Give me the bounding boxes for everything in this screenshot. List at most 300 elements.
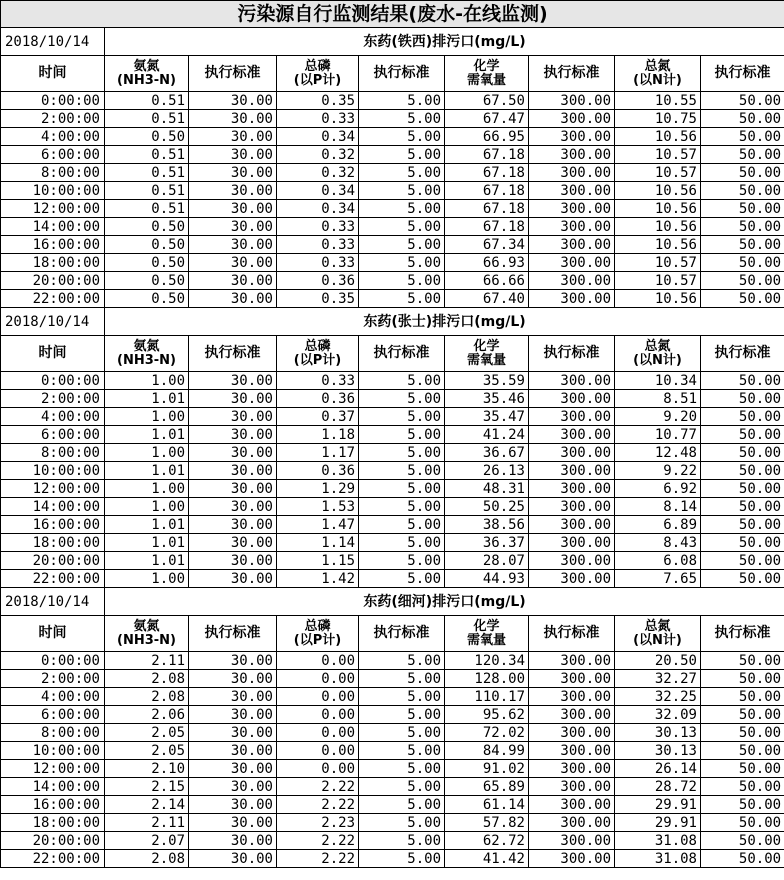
cell-nitrogen-standard: 50.00 (701, 670, 784, 688)
cell-cod-standard: 300.00 (529, 290, 615, 308)
column-header-time: 时间 (1, 336, 105, 372)
cell-phosphorus: 1.42 (277, 570, 359, 588)
section-station-title: 东药(张士)排污口(mg/L) (105, 308, 784, 336)
cell-ammonia: 0.51 (105, 110, 189, 128)
column-header-phosphorus-line2: (以P计) (293, 72, 342, 88)
cell-nitrogen: 20.50 (615, 652, 701, 670)
table-row (1, 652, 784, 670)
cell-nitrogen-standard: 50.00 (701, 516, 784, 534)
cell-ammonia: 2.08 (105, 670, 189, 688)
table-row (1, 272, 784, 290)
cell-ammonia-standard: 30.00 (189, 218, 277, 236)
cell-time: 4:00:00 (1, 408, 105, 426)
cell-ammonia-standard: 30.00 (189, 814, 277, 832)
cell-time: 6:00:00 (1, 146, 105, 164)
cell-nitrogen-standard: 50.00 (701, 742, 784, 760)
cell-ammonia-standard: 30.00 (189, 128, 277, 146)
cell-cod: 67.18 (445, 164, 529, 182)
cell-cod: 67.50 (445, 92, 529, 110)
column-header-time: 时间 (1, 616, 105, 652)
cell-cod: 36.37 (445, 534, 529, 552)
cell-ammonia-standard: 30.00 (189, 290, 277, 308)
cell-phosphorus: 0.35 (277, 92, 359, 110)
cell-cod: 67.47 (445, 110, 529, 128)
cell-cod-standard: 300.00 (529, 426, 615, 444)
column-header-phosphorus-line1: 总磷 (304, 338, 331, 354)
cell-phosphorus: 0.34 (277, 200, 359, 218)
cell-cod-standard: 300.00 (529, 706, 615, 724)
cell-cod: 28.07 (445, 552, 529, 570)
cell-phosphorus-standard: 5.00 (359, 254, 445, 272)
cell-cod: 48.31 (445, 480, 529, 498)
column-header-standard: 执行标准 (529, 616, 615, 652)
cell-ammonia: 2.06 (105, 706, 189, 724)
cell-ammonia-standard: 30.00 (189, 182, 277, 200)
cell-nitrogen: 29.91 (615, 814, 701, 832)
cell-cod-standard: 300.00 (529, 850, 615, 868)
cell-ammonia-standard: 30.00 (189, 724, 277, 742)
cell-phosphorus-standard: 5.00 (359, 372, 445, 390)
column-header-standard: 执行标准 (701, 336, 784, 372)
cell-nitrogen: 10.34 (615, 372, 701, 390)
cell-nitrogen: 26.14 (615, 760, 701, 778)
cell-nitrogen-standard: 50.00 (701, 272, 784, 290)
column-header-cod-line1: 化学 (473, 618, 500, 634)
section-date: 2018/10/14 (1, 308, 105, 336)
cell-ammonia-standard: 30.00 (189, 92, 277, 110)
cell-phosphorus-standard: 5.00 (359, 534, 445, 552)
cell-cod-standard: 300.00 (529, 814, 615, 832)
column-header-nitrogen-line1: 总氮 (644, 58, 671, 74)
cell-ammonia-standard: 30.00 (189, 534, 277, 552)
cell-time: 12:00:00 (1, 480, 105, 498)
table-row (1, 372, 784, 390)
column-header-nitrogen (615, 616, 701, 652)
table-row (1, 778, 784, 796)
cell-nitrogen-standard: 50.00 (701, 570, 784, 588)
cell-nitrogen: 8.51 (615, 390, 701, 408)
cell-ammonia-standard: 30.00 (189, 164, 277, 182)
cell-ammonia-standard: 30.00 (189, 390, 277, 408)
cell-phosphorus: 0.34 (277, 182, 359, 200)
table-row (1, 670, 784, 688)
cell-cod: 38.56 (445, 516, 529, 534)
cell-nitrogen: 10.57 (615, 164, 701, 182)
cell-cod-standard: 300.00 (529, 462, 615, 480)
cell-phosphorus-standard: 5.00 (359, 742, 445, 760)
cell-nitrogen-standard: 50.00 (701, 706, 784, 724)
table-row (1, 254, 784, 272)
cell-phosphorus: 2.23 (277, 814, 359, 832)
cell-phosphorus: 1.17 (277, 444, 359, 462)
cell-ammonia: 0.51 (105, 200, 189, 218)
cell-cod: 62.72 (445, 832, 529, 850)
cell-nitrogen: 6.89 (615, 516, 701, 534)
cell-time: 4:00:00 (1, 128, 105, 146)
cell-phosphorus-standard: 5.00 (359, 200, 445, 218)
cell-time: 10:00:00 (1, 462, 105, 480)
column-header-ammonia (105, 616, 189, 652)
cell-ammonia: 1.00 (105, 372, 189, 390)
table-row (1, 498, 784, 516)
section-date: 2018/10/14 (1, 28, 105, 56)
column-header-standard: 执行标准 (359, 56, 445, 92)
cell-time: 8:00:00 (1, 444, 105, 462)
cell-phosphorus: 0.33 (277, 254, 359, 272)
cell-ammonia: 1.00 (105, 444, 189, 462)
cell-ammonia-standard: 30.00 (189, 516, 277, 534)
cell-nitrogen-standard: 50.00 (701, 200, 784, 218)
cell-ammonia-standard: 30.00 (189, 200, 277, 218)
cell-cod-standard: 300.00 (529, 570, 615, 588)
cell-cod-standard: 300.00 (529, 110, 615, 128)
cell-phosphorus: 0.33 (277, 218, 359, 236)
cell-cod-standard: 300.00 (529, 218, 615, 236)
cell-ammonia: 0.50 (105, 128, 189, 146)
cell-cod-standard: 300.00 (529, 272, 615, 290)
cell-ammonia-standard: 30.00 (189, 778, 277, 796)
cell-ammonia: 0.50 (105, 290, 189, 308)
cell-ammonia-standard: 30.00 (189, 832, 277, 850)
cell-nitrogen-standard: 50.00 (701, 832, 784, 850)
column-header-standard: 执行标准 (359, 616, 445, 652)
cell-time: 20:00:00 (1, 552, 105, 570)
cell-nitrogen: 6.08 (615, 552, 701, 570)
cell-nitrogen: 28.72 (615, 778, 701, 796)
cell-cod: 120.34 (445, 652, 529, 670)
cell-phosphorus: 1.18 (277, 426, 359, 444)
page-title: 污染源自行监测结果(废水-在线监测) (1, 1, 784, 28)
column-header-phosphorus-line1: 总磷 (304, 58, 331, 74)
cell-nitrogen-standard: 50.00 (701, 372, 784, 390)
cell-cod: 84.99 (445, 742, 529, 760)
cell-phosphorus-standard: 5.00 (359, 462, 445, 480)
cell-nitrogen-standard: 50.00 (701, 182, 784, 200)
cell-cod: 35.59 (445, 372, 529, 390)
cell-nitrogen: 32.09 (615, 706, 701, 724)
cell-ammonia: 2.10 (105, 760, 189, 778)
cell-cod-standard: 300.00 (529, 652, 615, 670)
cell-ammonia-standard: 30.00 (189, 372, 277, 390)
cell-ammonia-standard: 30.00 (189, 706, 277, 724)
cell-nitrogen: 10.75 (615, 110, 701, 128)
cell-cod-standard: 300.00 (529, 724, 615, 742)
cell-ammonia-standard: 30.00 (189, 146, 277, 164)
column-header-standard: 执行标准 (189, 616, 277, 652)
cell-time: 12:00:00 (1, 200, 105, 218)
cell-nitrogen-standard: 50.00 (701, 760, 784, 778)
table-row (1, 814, 784, 832)
cell-ammonia: 0.51 (105, 146, 189, 164)
table-row (1, 742, 784, 760)
cell-cod-standard: 300.00 (529, 480, 615, 498)
cell-ammonia: 1.00 (105, 480, 189, 498)
cell-ammonia: 1.00 (105, 498, 189, 516)
column-header-standard: 执行标准 (529, 336, 615, 372)
cell-phosphorus-standard: 5.00 (359, 652, 445, 670)
cell-nitrogen: 9.22 (615, 462, 701, 480)
cell-ammonia-standard: 30.00 (189, 408, 277, 426)
cell-phosphorus: 0.33 (277, 110, 359, 128)
cell-phosphorus-standard: 5.00 (359, 760, 445, 778)
cell-time: 16:00:00 (1, 236, 105, 254)
cell-nitrogen-standard: 50.00 (701, 254, 784, 272)
cell-nitrogen: 6.92 (615, 480, 701, 498)
cell-time: 4:00:00 (1, 688, 105, 706)
column-header-cod (445, 616, 529, 652)
cell-ammonia-standard: 30.00 (189, 254, 277, 272)
cell-phosphorus-standard: 5.00 (359, 408, 445, 426)
cell-ammonia: 1.01 (105, 426, 189, 444)
cell-cod: 67.18 (445, 200, 529, 218)
column-header-ammonia-line1: 氨氮 (133, 618, 160, 634)
table-row (1, 164, 784, 182)
cell-phosphorus-standard: 5.00 (359, 552, 445, 570)
cell-time: 0:00:00 (1, 372, 105, 390)
cell-ammonia-standard: 30.00 (189, 110, 277, 128)
cell-nitrogen: 8.14 (615, 498, 701, 516)
section-station-title: 东药(细河)排污口(mg/L) (105, 588, 784, 616)
cell-nitrogen-standard: 50.00 (701, 408, 784, 426)
cell-ammonia-standard: 30.00 (189, 570, 277, 588)
cell-time: 16:00:00 (1, 516, 105, 534)
column-header-cod-line1: 化学 (473, 58, 500, 74)
cell-cod-standard: 300.00 (529, 688, 615, 706)
cell-time: 18:00:00 (1, 814, 105, 832)
cell-phosphorus: 0.33 (277, 236, 359, 254)
cell-ammonia: 1.00 (105, 408, 189, 426)
cell-cod-standard: 300.00 (529, 498, 615, 516)
cell-nitrogen-standard: 50.00 (701, 796, 784, 814)
cell-ammonia: 2.15 (105, 778, 189, 796)
cell-phosphorus-standard: 5.00 (359, 480, 445, 498)
table-row (1, 760, 784, 778)
cell-phosphorus: 0.36 (277, 462, 359, 480)
cell-nitrogen: 30.13 (615, 724, 701, 742)
cell-ammonia: 1.01 (105, 516, 189, 534)
cell-cod-standard: 300.00 (529, 390, 615, 408)
cell-time: 20:00:00 (1, 272, 105, 290)
cell-time: 16:00:00 (1, 796, 105, 814)
cell-cod-standard: 300.00 (529, 778, 615, 796)
cell-nitrogen-standard: 50.00 (701, 426, 784, 444)
column-header-row (1, 56, 784, 92)
cell-phosphorus-standard: 5.00 (359, 688, 445, 706)
cell-phosphorus-standard: 5.00 (359, 850, 445, 868)
cell-phosphorus: 0.00 (277, 670, 359, 688)
cell-phosphorus-standard: 5.00 (359, 706, 445, 724)
cell-cod-standard: 300.00 (529, 128, 615, 146)
cell-cod: 66.66 (445, 272, 529, 290)
column-header-standard: 执行标准 (359, 336, 445, 372)
cell-ammonia: 1.01 (105, 390, 189, 408)
table-row (1, 390, 784, 408)
cell-time: 14:00:00 (1, 218, 105, 236)
cell-nitrogen-standard: 50.00 (701, 462, 784, 480)
cell-phosphorus: 1.15 (277, 552, 359, 570)
cell-time: 8:00:00 (1, 164, 105, 182)
cell-phosphorus-standard: 5.00 (359, 290, 445, 308)
cell-cod: 44.93 (445, 570, 529, 588)
cell-ammonia: 0.50 (105, 272, 189, 290)
column-header-standard: 执行标准 (189, 336, 277, 372)
cell-nitrogen: 10.57 (615, 146, 701, 164)
cell-phosphorus: 2.22 (277, 850, 359, 868)
column-header-nitrogen-line1: 总氮 (644, 338, 671, 354)
cell-time: 6:00:00 (1, 706, 105, 724)
cell-ammonia: 2.08 (105, 850, 189, 868)
cell-phosphorus: 0.00 (277, 688, 359, 706)
cell-cod: 65.89 (445, 778, 529, 796)
cell-phosphorus: 0.35 (277, 290, 359, 308)
cell-ammonia: 2.08 (105, 688, 189, 706)
table-row (1, 146, 784, 164)
cell-cod-standard: 300.00 (529, 408, 615, 426)
cell-phosphorus-standard: 5.00 (359, 832, 445, 850)
cell-phosphorus: 1.29 (277, 480, 359, 498)
cell-phosphorus: 0.00 (277, 742, 359, 760)
column-header-phosphorus (277, 56, 359, 92)
cell-cod: 50.25 (445, 498, 529, 516)
cell-phosphorus-standard: 5.00 (359, 570, 445, 588)
column-header-ammonia-line1: 氨氮 (133, 58, 160, 74)
column-header-ammonia-line1: 氨氮 (133, 338, 160, 354)
table-row (1, 570, 784, 588)
cell-cod: 110.17 (445, 688, 529, 706)
cell-ammonia: 0.50 (105, 236, 189, 254)
cell-nitrogen: 10.55 (615, 92, 701, 110)
cell-nitrogen: 32.27 (615, 670, 701, 688)
column-header-nitrogen-line2: (以N计) (633, 72, 682, 88)
cell-cod-standard: 300.00 (529, 516, 615, 534)
cell-phosphorus-standard: 5.00 (359, 218, 445, 236)
cell-cod-standard: 300.00 (529, 92, 615, 110)
cell-cod: 57.82 (445, 814, 529, 832)
cell-nitrogen-standard: 50.00 (701, 688, 784, 706)
cell-phosphorus: 0.36 (277, 390, 359, 408)
cell-ammonia-standard: 30.00 (189, 850, 277, 868)
table-row (1, 552, 784, 570)
column-header-nitrogen-line1: 总氮 (644, 618, 671, 634)
cell-ammonia-standard: 30.00 (189, 444, 277, 462)
cell-nitrogen-standard: 50.00 (701, 444, 784, 462)
cell-nitrogen: 10.57 (615, 254, 701, 272)
cell-time: 10:00:00 (1, 182, 105, 200)
cell-phosphorus-standard: 5.00 (359, 778, 445, 796)
cell-phosphorus-standard: 5.00 (359, 272, 445, 290)
column-header-time: 时间 (1, 56, 105, 92)
cell-ammonia-standard: 30.00 (189, 652, 277, 670)
cell-cod: 35.47 (445, 408, 529, 426)
cell-phosphorus: 0.00 (277, 652, 359, 670)
table-row (1, 706, 784, 724)
cell-nitrogen-standard: 50.00 (701, 534, 784, 552)
cell-cod: 67.18 (445, 146, 529, 164)
cell-nitrogen-standard: 50.00 (701, 390, 784, 408)
cell-nitrogen: 10.56 (615, 218, 701, 236)
cell-phosphorus-standard: 5.00 (359, 182, 445, 200)
section-station-title: 东药(铁西)排污口(mg/L) (105, 28, 784, 56)
cell-ammonia: 1.01 (105, 552, 189, 570)
cell-ammonia: 0.50 (105, 254, 189, 272)
cell-time: 18:00:00 (1, 534, 105, 552)
cell-nitrogen: 10.56 (615, 290, 701, 308)
cell-ammonia-standard: 30.00 (189, 462, 277, 480)
cell-phosphorus: 2.22 (277, 832, 359, 850)
column-header-ammonia (105, 336, 189, 372)
cell-phosphorus-standard: 5.00 (359, 146, 445, 164)
cell-cod-standard: 300.00 (529, 372, 615, 390)
cell-nitrogen: 10.56 (615, 128, 701, 146)
column-header-nitrogen (615, 336, 701, 372)
cell-cod-standard: 300.00 (529, 444, 615, 462)
column-header-standard: 执行标准 (701, 616, 784, 652)
table-row (1, 236, 784, 254)
cell-cod-standard: 300.00 (529, 236, 615, 254)
cell-nitrogen-standard: 50.00 (701, 778, 784, 796)
table-row (1, 110, 784, 128)
cell-phosphorus: 0.37 (277, 408, 359, 426)
cell-cod: 61.14 (445, 796, 529, 814)
column-header-cod-line2: 需氧量 (466, 72, 506, 88)
cell-nitrogen-standard: 50.00 (701, 814, 784, 832)
cell-nitrogen: 9.20 (615, 408, 701, 426)
cell-nitrogen: 29.91 (615, 796, 701, 814)
table-row (1, 534, 784, 552)
cell-nitrogen-standard: 50.00 (701, 92, 784, 110)
table-row (1, 128, 784, 146)
cell-phosphorus-standard: 5.00 (359, 128, 445, 146)
cell-cod-standard: 300.00 (529, 832, 615, 850)
cell-ammonia: 1.01 (105, 462, 189, 480)
cell-cod: 66.95 (445, 128, 529, 146)
cell-phosphorus-standard: 5.00 (359, 110, 445, 128)
cell-phosphorus: 0.00 (277, 760, 359, 778)
cell-nitrogen-standard: 50.00 (701, 164, 784, 182)
table-row (1, 724, 784, 742)
table-row (1, 688, 784, 706)
cell-time: 14:00:00 (1, 498, 105, 516)
cell-cod-standard: 300.00 (529, 534, 615, 552)
cell-ammonia: 2.05 (105, 742, 189, 760)
cell-ammonia-standard: 30.00 (189, 742, 277, 760)
cell-time: 2:00:00 (1, 110, 105, 128)
table-row (1, 850, 784, 868)
table-row (1, 444, 784, 462)
cell-time: 0:00:00 (1, 652, 105, 670)
cell-ammonia-standard: 30.00 (189, 760, 277, 778)
cell-ammonia: 0.51 (105, 182, 189, 200)
cell-nitrogen-standard: 50.00 (701, 652, 784, 670)
cell-phosphorus: 1.47 (277, 516, 359, 534)
column-header-phosphorus-line2: (以P计) (293, 352, 342, 368)
table-row (1, 832, 784, 850)
cell-cod: 72.02 (445, 724, 529, 742)
cell-ammonia: 0.51 (105, 92, 189, 110)
column-header-phosphorus (277, 616, 359, 652)
cell-cod-standard: 300.00 (529, 182, 615, 200)
column-header-standard: 执行标准 (701, 56, 784, 92)
cell-cod-standard: 300.00 (529, 670, 615, 688)
cell-nitrogen-standard: 50.00 (701, 128, 784, 146)
column-header-phosphorus (277, 336, 359, 372)
cell-nitrogen-standard: 50.00 (701, 850, 784, 868)
column-header-nitrogen-line2: (以N计) (633, 352, 682, 368)
column-header-ammonia-line2: (NH3-N) (117, 352, 176, 368)
cell-nitrogen: 32.25 (615, 688, 701, 706)
cell-nitrogen: 10.77 (615, 426, 701, 444)
column-header-nitrogen (615, 56, 701, 92)
